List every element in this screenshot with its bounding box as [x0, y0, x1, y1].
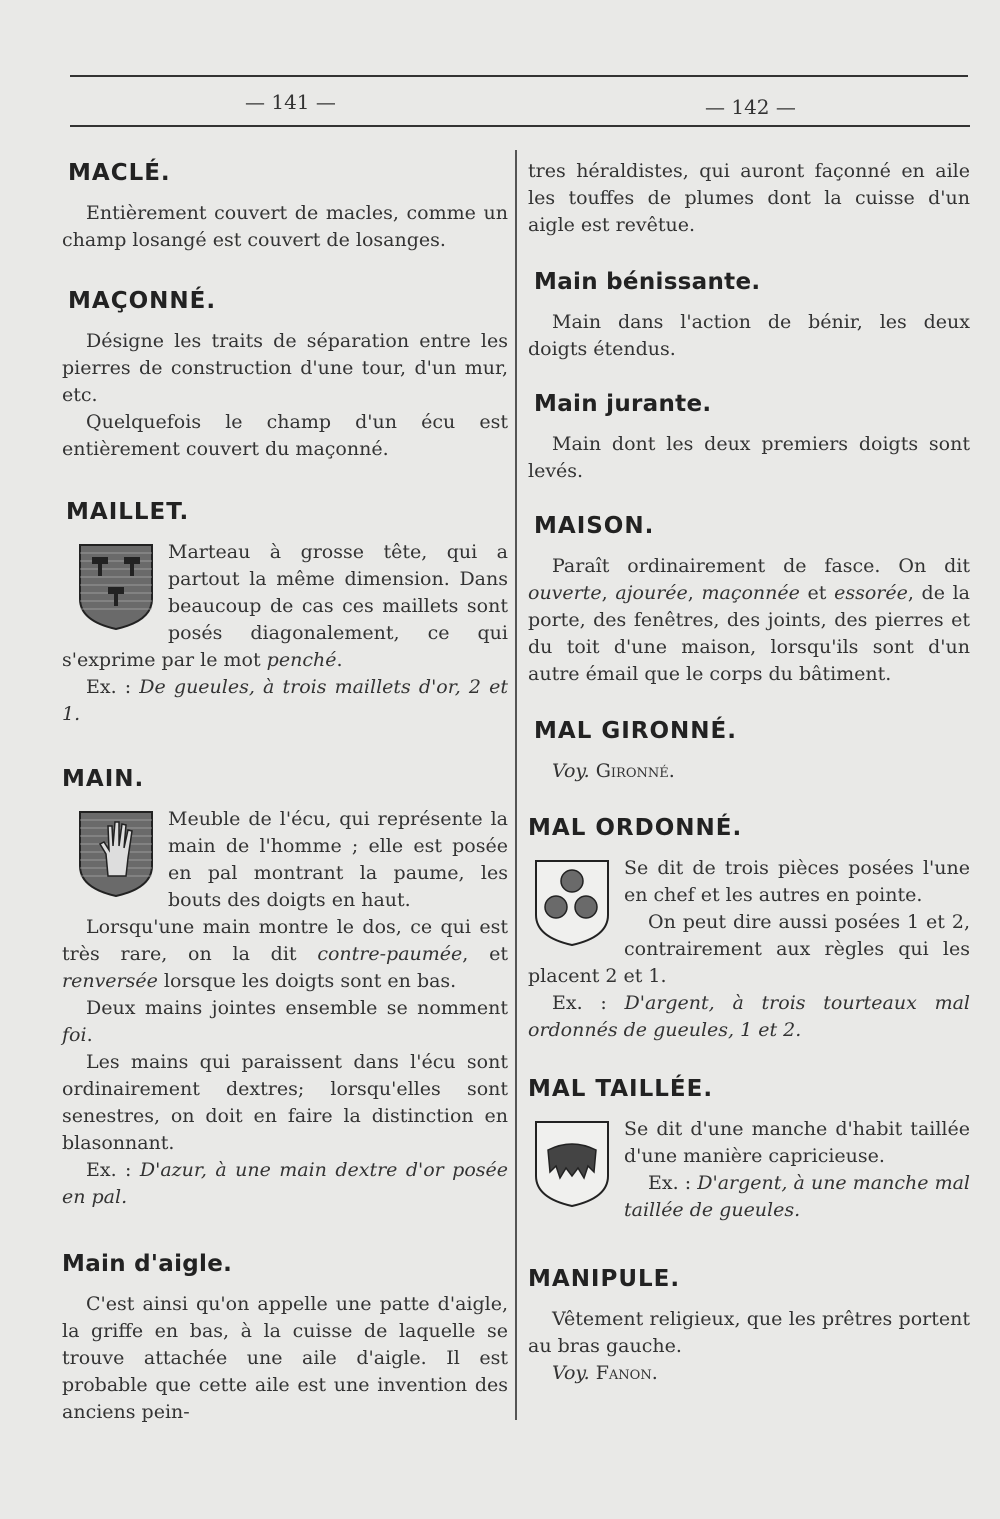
entry-text: On peut dire aussi posées 1 et 2, contrairement aux règles qui les placent 2 et 1.: [528, 911, 970, 987]
entry-text: Main dans l'action de bénir, les deux doigts étendus.: [528, 311, 970, 360]
entry-mal-ordonne: [528, 815, 970, 1044]
entry-title: MAIN.: [62, 766, 145, 792]
entry-text: Les mains qui paraissent dans l'écu sont ordinairement dextres; lorsqu'elles sont senestres, on doit en faire la distinction en blasonnant.: [62, 1051, 508, 1154]
shield-maillets-icon: [78, 543, 154, 631]
entry-text: Entièrement couvert de macles, comme un champ losangé est couvert de losanges.: [62, 202, 508, 251]
example-line: Ex. : D'argent, à une manche mal taillée de gueules.: [624, 1172, 970, 1221]
entry-text: Quelquefois le champ d'un écu est entièrement couvert du maçonné.: [62, 411, 508, 460]
page-number-left: — 141 —: [245, 90, 336, 114]
top-rule: [70, 75, 968, 77]
header-bottom-rule: [70, 125, 970, 127]
left-column: [62, 150, 508, 1454]
entry-title: MACLÉ.: [68, 160, 171, 186]
entry-mal-gironne: [528, 718, 970, 785]
right-column: [528, 158, 970, 1415]
mal-taillee-shield-figure: [534, 1120, 610, 1212]
entry-text: Deux mains jointes ensemble se nomment foi.: [62, 997, 508, 1046]
entry-title: Main bénissante.: [534, 269, 761, 295]
entry-title: Main jurante.: [534, 391, 712, 417]
entry-main-d-aigle: [62, 1251, 508, 1426]
example-line: Ex. : De gueules, à trois maillets d'or, 2 et 1.: [62, 676, 509, 725]
entry-text: Se dit de trois pièces posées l'une en chef et les autres en pointe.: [624, 857, 970, 906]
entry-title: MAL GIRONNÉ.: [534, 718, 737, 744]
entry-text: Désigne les traits de séparation entre les pierres de construction d'une tour, d'un mur, etc.: [62, 330, 508, 406]
shield-manche-icon: [534, 1120, 610, 1208]
entry-maconne: [62, 288, 508, 463]
entry-title: MAISON.: [534, 513, 655, 539]
entry-continuation: [528, 158, 970, 239]
entry-text: tres héraldistes, qui auront façonné en aile les touffes de plumes dont la cuisse d'un aigle est revêtue.: [528, 160, 970, 236]
see-reference: Voy. Fanon.: [552, 1362, 658, 1384]
page-number-right: — 142 —: [705, 95, 796, 119]
shield-tourteaux-icon: [534, 859, 610, 947]
column-separator: [515, 150, 517, 1420]
entry-text: Paraît ordinairement de fasce. On dit ouverte, ajourée, maçonnée et essorée, de la porte, des fenêtres, des joints, des pierres et du toit d'une maison, lorsqu'ils sont d'un autre émail que le corps du bâtiment.: [528, 555, 970, 685]
entry-maison: [528, 513, 970, 688]
entry-title: MAILLET.: [66, 499, 190, 525]
entry-mal-taillee: [528, 1076, 970, 1224]
entry-title: Main d'aigle.: [62, 1251, 233, 1277]
see-reference: Voy. Gironné.: [552, 760, 675, 782]
entry-text: C'est ainsi qu'on appelle une patte d'aigle, la griffe en bas, à la cuisse de laquelle se trouve attachée une aile d'aigle. Il est probable que cette aile est une invention des anciens pein-: [62, 1293, 508, 1423]
entry-main: [62, 766, 508, 1211]
entry-text: Marteau à grosse tête, qui a partout la même dimension. Dans beaucoup de cas ces maillets sont posés diagonalement, ce qui s'exprime par le mot penché.: [62, 541, 508, 671]
entry-text: Lorsqu'une main montre le dos, ce qui est très rare, on la dit contre-paumée, et renversée lorsque les doigts sont en bas.: [62, 916, 508, 992]
entry-manipule: [528, 1266, 970, 1387]
entry-title: MAÇONNÉ.: [68, 288, 217, 314]
entry-title: MAL TAILLÉE.: [528, 1076, 714, 1102]
entry-title: MANIPULE.: [528, 1266, 681, 1292]
entry-text: Vêtement religieux, que les prêtres portent au bras gauche.: [528, 1308, 970, 1357]
entry-text: Main dont les deux premiers doigts sont levés.: [528, 433, 970, 482]
main-shield-figure: [78, 810, 154, 902]
entry-main-jurante: [528, 391, 970, 485]
entry-title: MAL ORDONNÉ.: [528, 815, 743, 841]
maillet-shield-figure: [78, 543, 154, 635]
entry-text: Se dit d'une manche d'habit taillée d'une manière capricieuse.: [624, 1118, 970, 1167]
entry-maillet: [62, 499, 508, 728]
entry-macle: [62, 160, 508, 254]
example-line: Ex. : D'argent, à trois tourteaux mal ordonnés de gueules, 1 et 2.: [528, 992, 970, 1041]
entry-main-benissante: [528, 269, 970, 363]
shield-hand-icon: [78, 810, 154, 898]
example-line: Ex. : D'azur, à une main dextre d'or posée en pal.: [62, 1159, 508, 1208]
entry-text: Meuble de l'écu, qui représente la main de l'homme ; elle est posée en pal montrant la paume, les bouts des doigts en haut.: [168, 808, 508, 911]
mal-ordonne-shield-figure: [534, 859, 610, 951]
